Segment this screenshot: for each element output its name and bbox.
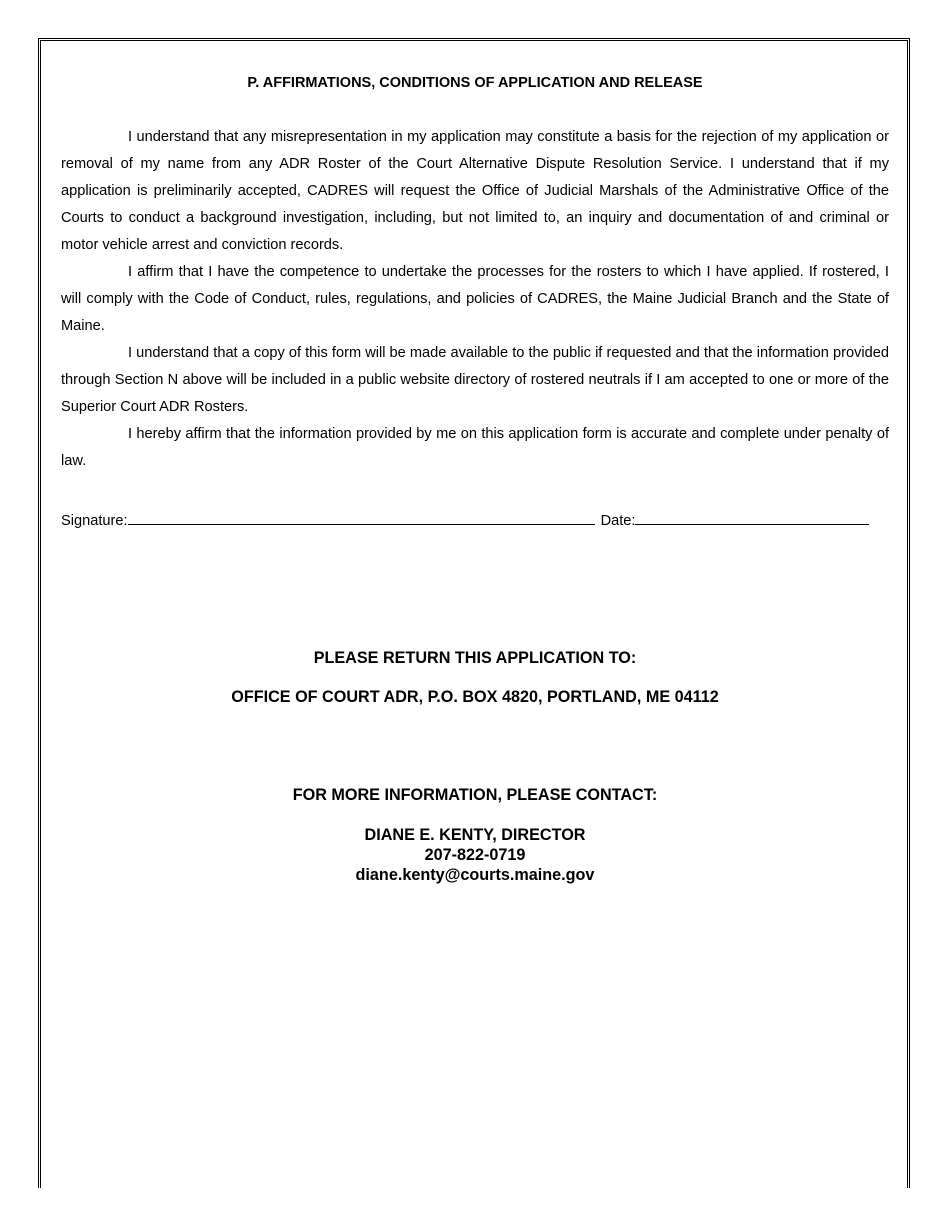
contact-heading: FOR MORE INFORMATION, PLEASE CONTACT: (292, 786, 658, 804)
section-title: P. AFFIRMATIONS, CONDITIONS OF APPLICATION AND RELEASE (247, 75, 703, 91)
date-label: Date: (600, 513, 636, 529)
contact-phone: 207-822-0719 (424, 846, 526, 864)
paragraph-accuracy: I hereby affirm that the information provided by me on this application form is accurate and complete under penalty of law. (61, 426, 889, 469)
date-field[interactable] (635, 510, 869, 525)
signature-label: Signature: (61, 513, 128, 529)
contact-email[interactable]: diane.kenty@courts.maine.gov (355, 866, 595, 884)
paragraph-public-disclosure: I understand that a copy of this form will be made available to the public if requested and that the information provided through Section N above will be included in a public website directory of rostered neutrals if I am accepted to one or more of the Superior Court ADR Rosters. (61, 345, 889, 415)
contact-block (0, 825, 950, 885)
signature-field[interactable] (128, 510, 595, 525)
return-heading: PLEASE RETURN THIS APPLICATION TO: (313, 649, 637, 667)
affirmations-body (61, 124, 889, 475)
paragraph-misrepresentation: I understand that any misrepresentation in my application may constitute a basis for the rejection of my application or removal of my name from any ADR Roster of the Court Alternative Dispute Resolution Service. I understand that if my application is preliminarily accepted, CADRES will request the Office of Judicial Marshals of the Administrative Office of the Courts to conduct a background investigation, including, but not limited to, an inquiry and documentation of and criminal or motor vehicle arrest and conviction records. (61, 129, 889, 253)
signature-row (61, 510, 869, 529)
return-address: OFFICE OF COURT ADR, P.O. BOX 4820, PORTLAND, ME 04112 (231, 688, 719, 706)
paragraph-competence: I affirm that I have the competence to undertake the processes for the rosters to which I have applied. If rostered, I will comply with the Code of Conduct, rules, regulations, and policies of CADRES, the Maine Judicial Branch and the State of Maine. (61, 264, 889, 334)
contact-name: DIANE E. KENTY, DIRECTOR (364, 826, 586, 844)
